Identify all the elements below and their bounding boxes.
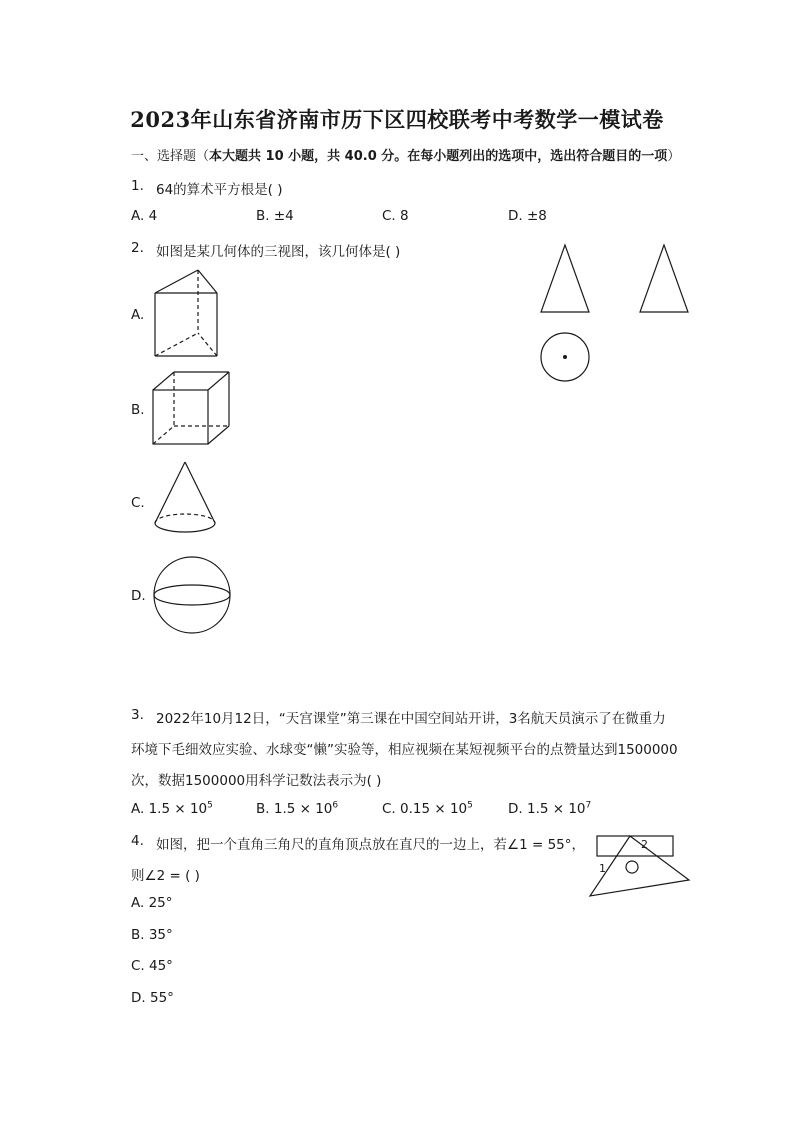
- q4-option-c: C. 45°: [131, 958, 173, 974]
- cone-figure: [150, 458, 220, 543]
- q2-option-d-label: D.: [131, 588, 146, 604]
- triangular-prism-figure: [150, 265, 230, 365]
- q4-line-1: 如图，把一个直角三角尺的直角顶点放在直尺的一边上，若∠1 = 55°，: [156, 837, 586, 853]
- front-view-triangle: [541, 245, 589, 312]
- q1-text: 64的算术平方根是( ): [156, 182, 283, 198]
- q3-option-b: B. $1.5 \times 10^6$: [256, 800, 339, 817]
- q3-option-c: C. $0.15 \times 10^5$: [382, 800, 473, 817]
- angle-1-label: 1: [599, 862, 606, 875]
- q2-number: 2.: [131, 240, 144, 256]
- q3-number: 3.: [131, 707, 144, 723]
- q3-option-a: A. $1.5 \times 10^5$: [131, 800, 213, 817]
- q4-option-b: B. 35°: [131, 927, 173, 943]
- section-heading: [131, 145, 680, 164]
- q4-option-d: D. 55°: [131, 990, 174, 1006]
- triangle-hole: [626, 861, 638, 873]
- q2-option-c-label: C.: [131, 495, 145, 511]
- q4-option-a: A. 25°: [131, 895, 173, 911]
- q3-option-d: D. $1.5 \times 10^7$: [508, 800, 592, 817]
- cube-figure: [150, 368, 235, 448]
- section-heading-tail: ）: [667, 149, 681, 164]
- q4-number: 4.: [131, 833, 144, 849]
- q1-option-d: D. ±8: [508, 208, 547, 224]
- q1-option-a: A. 4: [131, 208, 158, 224]
- q4-line-2: 则∠2 = ( ): [131, 868, 200, 884]
- page-title: 2023年山东省济南市历下区四校联考中考数学一模试卷: [130, 107, 664, 132]
- q3-line-2: 环境下毛细效应实验、水球变“懒”实验等，相应视频在某短视频平台的点赞量达到1500000: [131, 742, 678, 758]
- section-heading-prefix: 一、选择题（: [131, 149, 210, 164]
- q1-option-b: B. ±4: [256, 208, 294, 224]
- sphere-figure: [150, 554, 240, 639]
- angle-2-label: 2: [641, 838, 648, 851]
- three-view-figure: [535, 240, 695, 390]
- q3-line-1: 2022年10月12日，“天宫课堂”第三课在中国空间站开讲，3名航天员演示了在微重力: [156, 711, 666, 727]
- q2-text: 如图是某几何体的三视图，该几何体是( ): [156, 244, 401, 260]
- section-heading-bold: 本大题共 10 小题，共 40.0 分。在每小题列出的选项中，选出符合题目的一项: [209, 149, 668, 164]
- q2-option-a-label: A.: [131, 307, 145, 323]
- top-view-center-dot: [564, 356, 567, 359]
- q2-option-b-label: B.: [131, 402, 145, 418]
- side-view-triangle: [640, 245, 688, 312]
- q3-line-3: 次，数据1500000用科学记数法表示为( ): [131, 773, 382, 789]
- q1-option-c: C. 8: [382, 208, 409, 224]
- ruler-triangle-figure: [586, 828, 696, 903]
- q1-number: 1.: [131, 178, 144, 194]
